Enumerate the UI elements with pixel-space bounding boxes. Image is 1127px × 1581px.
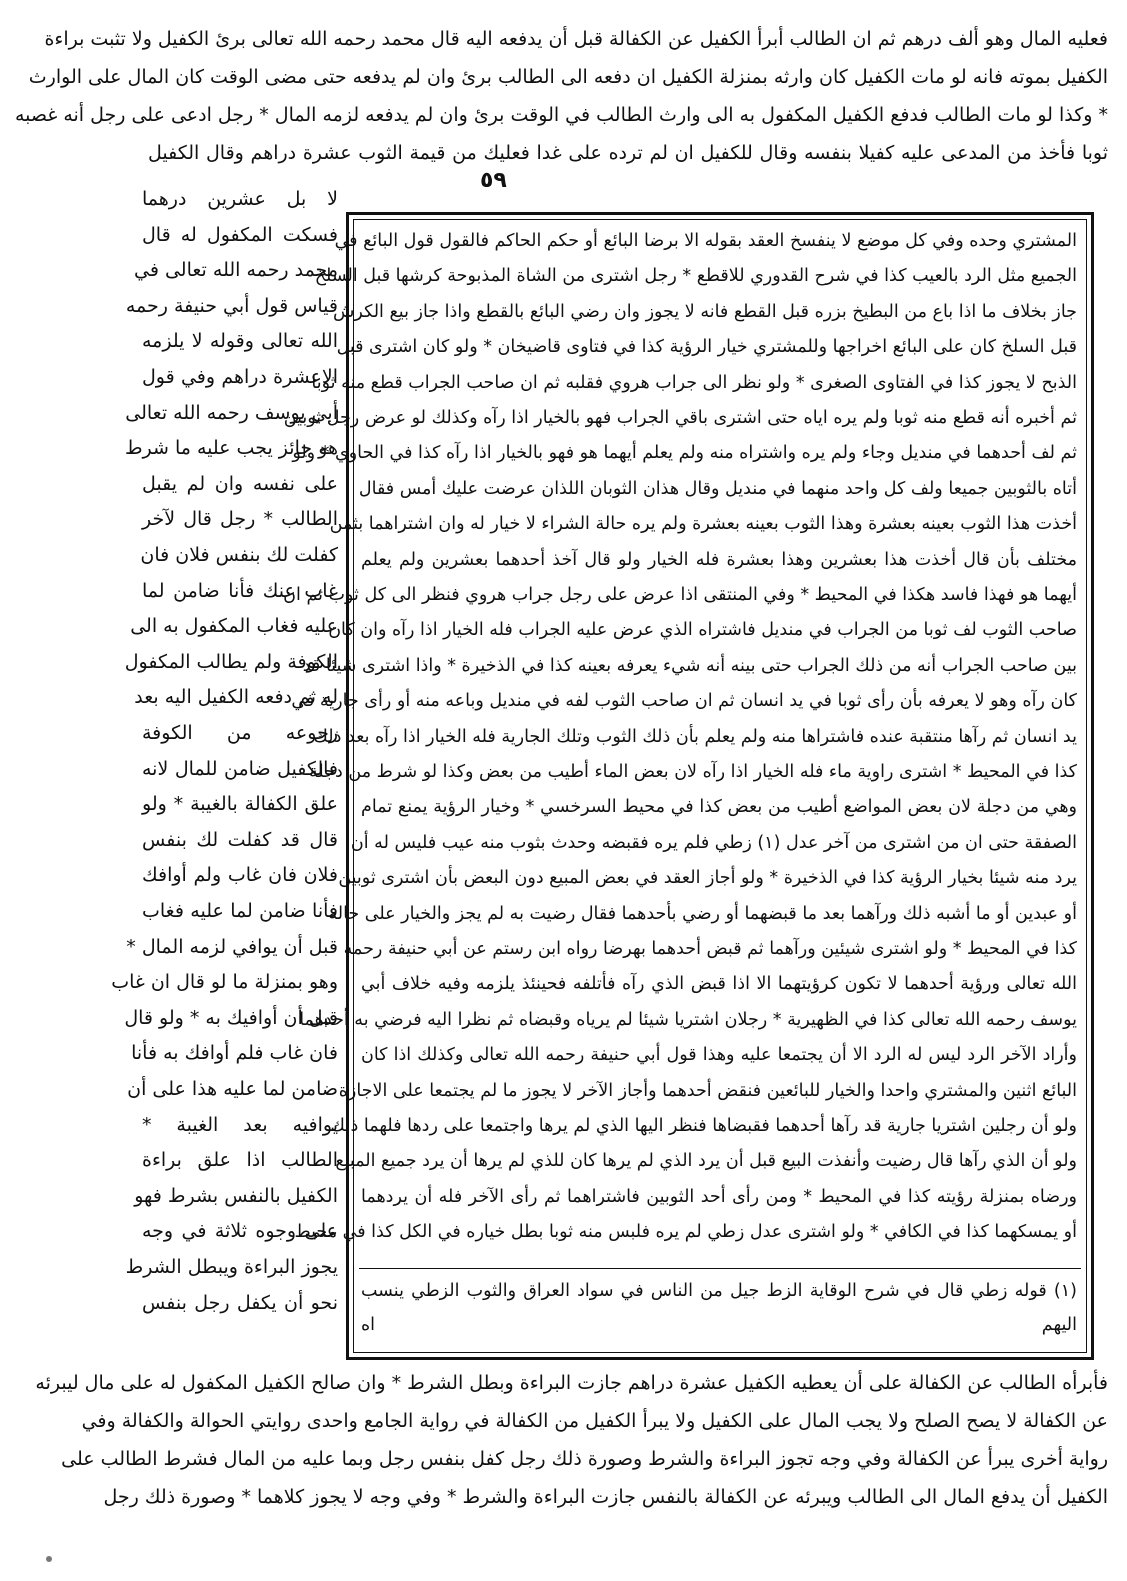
side-line: ضامن لما عليه هذا على أن: [127, 1078, 338, 1100]
side-line: يجوز البراءة ويبطل الشرط: [125, 1256, 338, 1278]
side-line: قبل أن يوافي لزمه المال *: [126, 935, 338, 958]
main-line: وأراد الآخر الرد ليس له الرد الا أن يجتمعا عليه وهذا قول أبي حنيفة رحمه الله تعالى وكذلك اذا كان: [361, 1045, 1077, 1066]
side-line: على وجوه ثلاثة في وجه: [142, 1220, 338, 1243]
bottom-line: فأبرأه الطالب عن الكفالة على أن يعطيه الكفيل عشرة دراهم جازت البراءة وبطل الشرط * وان صالح الكفيل المكفول له على مال ليبرئه: [35, 1372, 1108, 1394]
side-line: نحو أن يكفل رجل بنفس: [142, 1291, 338, 1314]
main-line: أو عبدين أو ما أشبه ذلك ورآهما بعد ما قبضهما أو رضي بأحدهما فقال رضيت به لم يجز والخيار على حاله: [328, 903, 1077, 924]
side-line: كفلت لك بنفس فلان فان: [140, 544, 338, 566]
footnote-separator: [359, 1268, 1081, 1269]
framed-main-text: [283, 212, 1094, 1360]
side-line: محمد رحمه الله تعالى في: [134, 259, 338, 282]
main-line: الله تعالى ورؤية أحدهما لا تكون كرؤيتهما الا اذا قبض الذي رآه فأتلفه فحينئذ يلزمه وفيه خلاف أبي: [361, 974, 1077, 995]
main-line: مختلف بأن قال أخذت هذا بعشرين وهذا بعشرة فله الخيار ولو قال آخذ أحدهما بعشرين ولم يعلم: [361, 549, 1077, 570]
main-line: يرد منه شيئا بخيار الرؤية كذا في الذخيرة * ولو أجاز العقد في بعض المبيع دون البعض بأن اشترى ثوبين: [338, 868, 1077, 889]
main-line: أو يمسكهما كذا في الكافي * ولو اشترى عدل زطي لم يره فلبس منه ثوبا بطل خياره في الكل كذا في محيط: [294, 1222, 1077, 1243]
side-line: على نفسه وان لم يقبل: [142, 472, 338, 495]
side-line: أبي يوسف رحمه الله تعالى: [125, 401, 338, 424]
main-line: أيهما هو فهذا فاسد هكذا في المحيط * وفي المنتقى اذا عرض على رجل جراب هروي فنظر الى كل ثوب ثم ان: [283, 585, 1077, 605]
side-line: فسكت المكفول له قال: [142, 223, 338, 246]
main-line: ولو أن رجلين اشتريا جارية قد رآها أحدهما فقبضاها فنظر اليها الذي لم يرها واجتمعا على ردها فلهما ذلك: [330, 1116, 1077, 1136]
bottom-line: عن الكفالة لا يصح الصلح ولا يجب المال على الكفيل ولا يبرأ الكفيل من الكفالة في رواية الجامع واحدى روايتي الحوالة والكفالة وفي: [81, 1410, 1108, 1432]
side-line: الكفيل بالنفس بشرط فهو: [134, 1184, 338, 1207]
top-line: الكفيل بموته فانه لو مات الكفيل كان وارثه بمنزلة الكفيل ان دفعه الى الطالب برئ وان لم يدفعه حتى مضى الوقت كان المال على الوارث: [28, 66, 1108, 88]
footnote-line: اليهم اه: [361, 1315, 1077, 1335]
side-line: يوافيه بعد الغيبة *: [142, 1113, 338, 1136]
main-line: يوسف رحمه الله تعالى كذا في الظهيرية * رجلان اشتريا شيئا لم يرياه وقبضاه ثم نظرا اليه فرضي به أحدهما: [299, 1009, 1077, 1030]
side-line: الطالب اذا علق براءة: [142, 1149, 338, 1172]
main-line: ورضاه بمنزلة رؤيته كذا في المحيط * ومن رأى أحد الثوبين فاشتراهما ثم رأى الآخر فله أن يردهما: [361, 1186, 1077, 1207]
bottom-line: رواية أخرى يبرأ عن الكفالة وفي وجه تجوز البراءة والشرط وصورة ذلك رجل كفل بنفس رجل وبما عليه من المال فشرط الطالب على: [61, 1448, 1108, 1470]
main-line: ولو أن الذي رآها قال رضيت وأنفذت البيع قبل أن يرد الذي لم يرها كان للذي لم يرها أن يرد جميع المبيع: [335, 1151, 1077, 1172]
side-line: وهو بمنزلة ما لو قال ان غاب: [111, 971, 338, 994]
side-line: علق الكفالة بالغيبة * ولو: [142, 793, 338, 816]
main-line: الصفقة حتى ان من اشترى من آخر عدل (١) زطي فلم يره فقبضه وحدث بثوب منه عيب فليس له أن: [350, 832, 1077, 853]
side-line: الطالب * رجل قال لآخر: [142, 508, 338, 531]
main-line: يد انسان ثم رآها منتقبة عنده فاشتراها منه ولم يعلم بأن ذلك الثوب وتلك الجارية فله الخيار اذا رآه بعد ذلك: [313, 726, 1077, 747]
top-line: ثوبا فأخذ من المدعى عليه كفيلا بنفسه وقال للكفيل ان لم ترده على غدا فعليك من قيمة الثوب عشرة دراهم وقال الكفيل: [148, 142, 1108, 164]
main-line: ثم أخبره أنه قطع منه ثوبا ولم يره اياه حتى اشترى باقي الجراب فهو بالخيار اذا رآه وكذلك لو عرض رجل ثوبين: [283, 408, 1077, 428]
main-line: كذا في المحيط * اشترى راوية ماء فله الخيار اذا رآه لان بعض الماء أطيب من بعض وكذا لو شرط من دجلة: [309, 762, 1077, 782]
main-line: ثم لف أحدهما في منديل وجاء ولم يره واشتراه منه ولم يعلم أيهما هو فهو بالخيار اذا رآه كذا في الحاوي * ولو: [292, 443, 1077, 464]
main-line: البائع اثنين والمشتري واحدا والخيار للبائعين فنقض أحدهما وأجاز الآخر لا يجوز ما لم يجتمعا على الاجازة: [338, 1080, 1077, 1101]
side-line: هو جائز يجب عليه ما شرط: [124, 437, 338, 460]
side-line: فالكفيل ضامن للمال لانه: [142, 757, 338, 780]
side-line: قياس قول أبي حنيفة رحمه: [125, 294, 338, 317]
side-line: قال قد كفلت لك بنفس: [142, 828, 338, 851]
footnote-line: (١) قوله زطي قال في شرح الوقاية الزط جيل من الناس في سواد العراق والثوب الزطي ينسب: [361, 1281, 1077, 1301]
page-number: ٥٩: [480, 168, 507, 193]
side-line: الكوفة ولم يطالب المكفول: [124, 650, 338, 673]
side-line: الله تعالى وقوله لا يلزمه: [142, 330, 338, 353]
main-line: أتاه بالثوبين جميعا ولف كل واحد منهما في منديل وقال هذان الثوبان اللذان عرضت عليك أمس فقال: [358, 478, 1077, 499]
side-line: فلان فان غاب ولم أوافك: [142, 864, 338, 887]
main-line: المشتري وحده وفي كل موضع لا ينفسخ العقد بقوله الا برضا البائع أو حكم الحاكم فالقول قول البائع في: [334, 231, 1077, 251]
top-line: * وكذا لو مات الطالب فدفع الكفيل المكفول به الى وارث الطالب في الوقت برئ وان لم يدفعه لزمه المال * رجل ادعى على رجل أنه غصبه: [14, 104, 1108, 126]
main-line: قبل السلخ كان على البائع اخراجها وللمشتري خيار الرؤية كذا في فتاوى قاضيخان * ولو كان اشترى قبل: [336, 337, 1077, 358]
side-line: لا بل عشرين درهما: [142, 188, 338, 210]
main-line: جاز بخلاف ما اذا باع من البطيخ بزره قبل القطع فانه لا يجوز وان رضي البائع بالقطع واذا جاز بيع الكرش: [333, 301, 1077, 322]
side-line: عليه فغاب المكفول به الى: [130, 615, 338, 638]
main-line: بين صاحب الجراب أنه من ذلك الجراب حتى بينه أنه شيء يعرفه بعينه كذا في الذخيرة * واذا اشترى شيئا قد: [302, 655, 1077, 676]
side-line: له ثم دفعه الكفيل اليه بعد: [134, 686, 338, 709]
bottom-line: الكفيل أن يدفع المال الى الطالب ويبرئه عن الكفالة بالنفس جازت البراءة والشرط * وفي وجه لا يجوز كلاهما * وصورة ذلك رجل: [103, 1486, 1108, 1508]
side-line: الاعشرة دراهم وفي قول: [142, 366, 338, 388]
main-line: كان رآه وهو لا يعرفه بأن رأى ثوبا في يد انسان ثم ان صاحب الثوب لفه في منديل وباعه منه أو رأى جارية في: [291, 691, 1077, 712]
side-line: رجوعه من الكوفة: [142, 722, 338, 744]
main-line: الذبح لا يجوز كذا في الفتاوى الصغرى * ولو نظر الى جراب هروي فقلبه ثم ان صاحب الجراب قطع منه ثوبا: [311, 372, 1077, 393]
main-line: الجميع مثل الرد بالعيب كذا في شرح القدوري للاقطع * رجل اشترى من الشاة المذبوحة كرشها قبل السلخ: [314, 266, 1077, 287]
main-line: صاحب الثوب لف ثوبا من الجراب في منديل فاشتراه الذي عرض عليه الجراب فله الخيار اذا رآه وان كان: [328, 620, 1077, 641]
main-line: كذا في المحيط * ولو اشترى شيئين ورآهما ثم قبض أحدهما بهرضا رواه ابن رستم عن أبي حنيفة رحمه: [343, 939, 1077, 959]
top-line: فعليه المال وهو ألف درهم ثم ان الطالب أبرأ الكفيل عن الكفالة قبل أن يدفعه اليه قال محمد رحمه الله تعالى برئ الكفيل ولا تثبت براءة: [44, 28, 1108, 50]
margin-dot: [46, 1556, 52, 1562]
side-line: غاب عنك فأنا ضامن لما: [142, 579, 338, 602]
side-line: فان غاب فلم أوافك به فأنا: [131, 1042, 338, 1065]
side-line: قبل أن أوافيك به * ولو قال: [124, 1006, 338, 1029]
side-line: فأنا ضامن لما عليه فغاب: [142, 900, 338, 922]
main-line: وهي من دجلة لان بعض المواضع أطيب من بعض كذا في محيط السرخسي * وخيار الرؤية يمنع تمام: [361, 797, 1077, 818]
main-line: أخذت هذا الثوب بعينه بعشرة وهذا الثوب بعينه بعشرة ولم يره حالة الشراء لا خيار له وان اشتراهما بثمن: [329, 514, 1077, 535]
